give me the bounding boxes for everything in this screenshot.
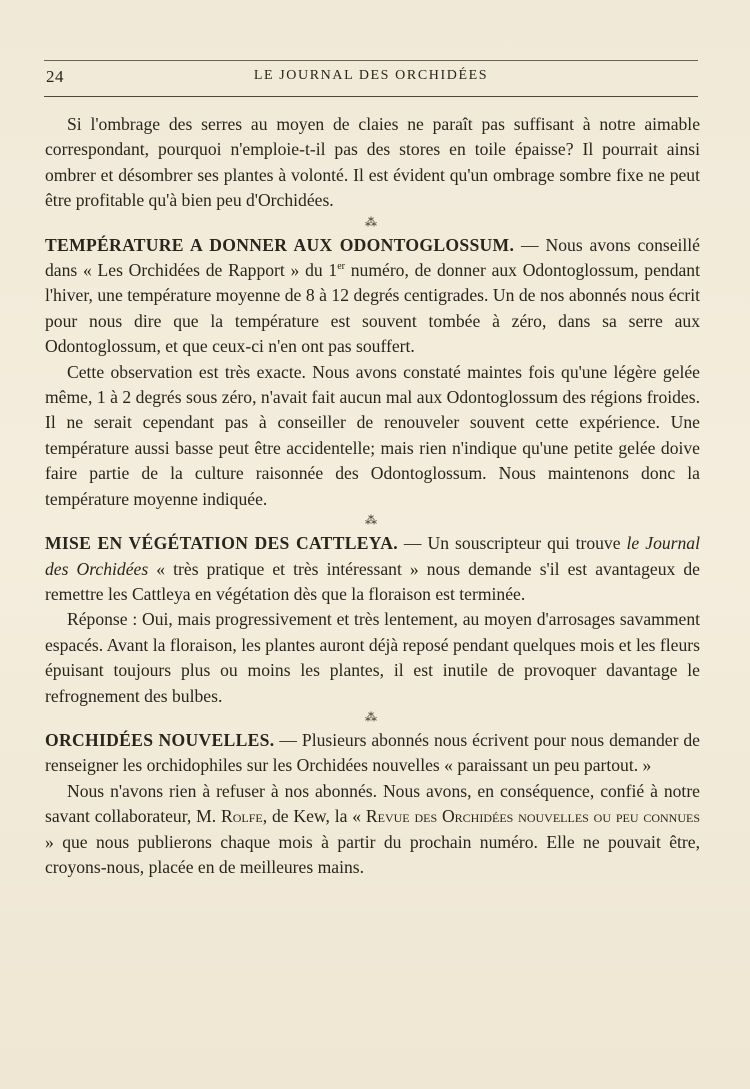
- section-divider-asterism: ⁂: [365, 513, 380, 528]
- section-divider-asterism: ⁂: [365, 214, 380, 229]
- page-header: [44, 60, 698, 98]
- page-number: 24: [46, 67, 64, 86]
- paragraph-cattleya-1: MISE EN VÉGÉTATION DES CATTLEYA. — Un souscripteur qui trouve le Journal des Orchidées « très pratique et très intéressant » nous demande s'il est avantageux de remettre les Cattleya en végétation dès que la floraison est terminée.: [45, 533, 700, 604]
- section-heading-temperature: TEMPÉRATURE A DONNER AUX ODONTOGLOSSUM.: [45, 234, 515, 255]
- section-divider-asterism: ⁂: [365, 709, 380, 724]
- page-body: [45, 112, 700, 880]
- section-heading-cattleya: MISE EN VÉGÉTATION DES CATTLEYA.: [45, 533, 398, 554]
- revue-title: Revue des Orchidées nouvelles ou peu connues: [365, 806, 701, 827]
- section-heading-nouvelles: ORCHIDÉES NOUVELLES.: [45, 729, 275, 750]
- paragraph-cattleya-2: Réponse : Oui, mais progressivement et très lentement, au moyen d'arrosages savamment espacés. Avant la floraison, les plantes auront déjà reposé pendant quelques mois et les fleurs épuisant toujours plus ou moins les plantes, il est inutile de provoquer davantage le refrognement des bulbes.: [45, 609, 700, 706]
- header-top-rule: [44, 60, 698, 61]
- running-title: LE JOURNAL DES ORCHIDÉES: [253, 68, 489, 83]
- paragraph-nouvelles-1: ORCHIDÉES NOUVELLES. — Plusieurs abonnés nous écrivent pour nous demander de renseigner les orchidophiles sur les Orchidées nouvelles « paraissant un peu partout. »: [45, 729, 700, 776]
- paragraph-nouvelles-2: Nous n'avons rien à refuser à nos abonnés. Nous avons, en conséquence, confié à notre savant collaborateur, M. Rolfe, de Kew, la « Revue des Orchidées nouvelles ou peu connues » que nous publierons chaque mois à partir du prochain numéro. Elle ne pouvait être, croyons-nous, placée en de meilleures mains.: [45, 780, 701, 877]
- paragraph-temperature-1: TEMPÉRATURE A DONNER AUX ODONTOGLOSSUM. — Nous avons conseillé dans « Les Orchidées de Rapport » du 1er numéro, de donner aux Odontoglossum, pendant l'hiver, une température moyenne de 8 à 12 degrés centigrades. Un de nos abonnés nous écrit pour nous dire que la température est souvent tombée à zéro, dans sa serre aux Odontoglossum, et que ceux-ci n'en ont pas souffert.: [45, 234, 700, 357]
- journal-title-italic: le Journal des Orchidées: [45, 533, 700, 579]
- paragraph-ombrage: Si l'ombrage des serres au moyen de claies ne paraît pas suffisant à notre aimable correspondant, pourquoi n'emploie-t-il pas des stores en toile épaisse? Il pourrait ainsi ombrer et désombrer ses plantes à volonté. Il est évident qu'un ombrage sombre fixe ne peut être profitable qu'à bien peu d'Orchidées.: [45, 114, 700, 211]
- author-name: Rolfe: [221, 806, 263, 827]
- paragraph-temperature-2: Cette observation est très exacte. Nous avons constaté maintes fois qu'une légère gelée même, 1 à 2 degrés sous zéro, n'avait fait aucun mal aux Odontoglossum des régions froides. Il ne serait cependant pas à conseiller de renouveler souvent cette expérience. Une température aussi basse peut être accidentelle; mais rien n'indique qu'une petite gelée doive faire partie de la culture raisonnée des Odontoglossum. Nous maintenons donc la température moyenne indiquée.: [45, 361, 700, 509]
- header-bottom-rule: [44, 96, 698, 97]
